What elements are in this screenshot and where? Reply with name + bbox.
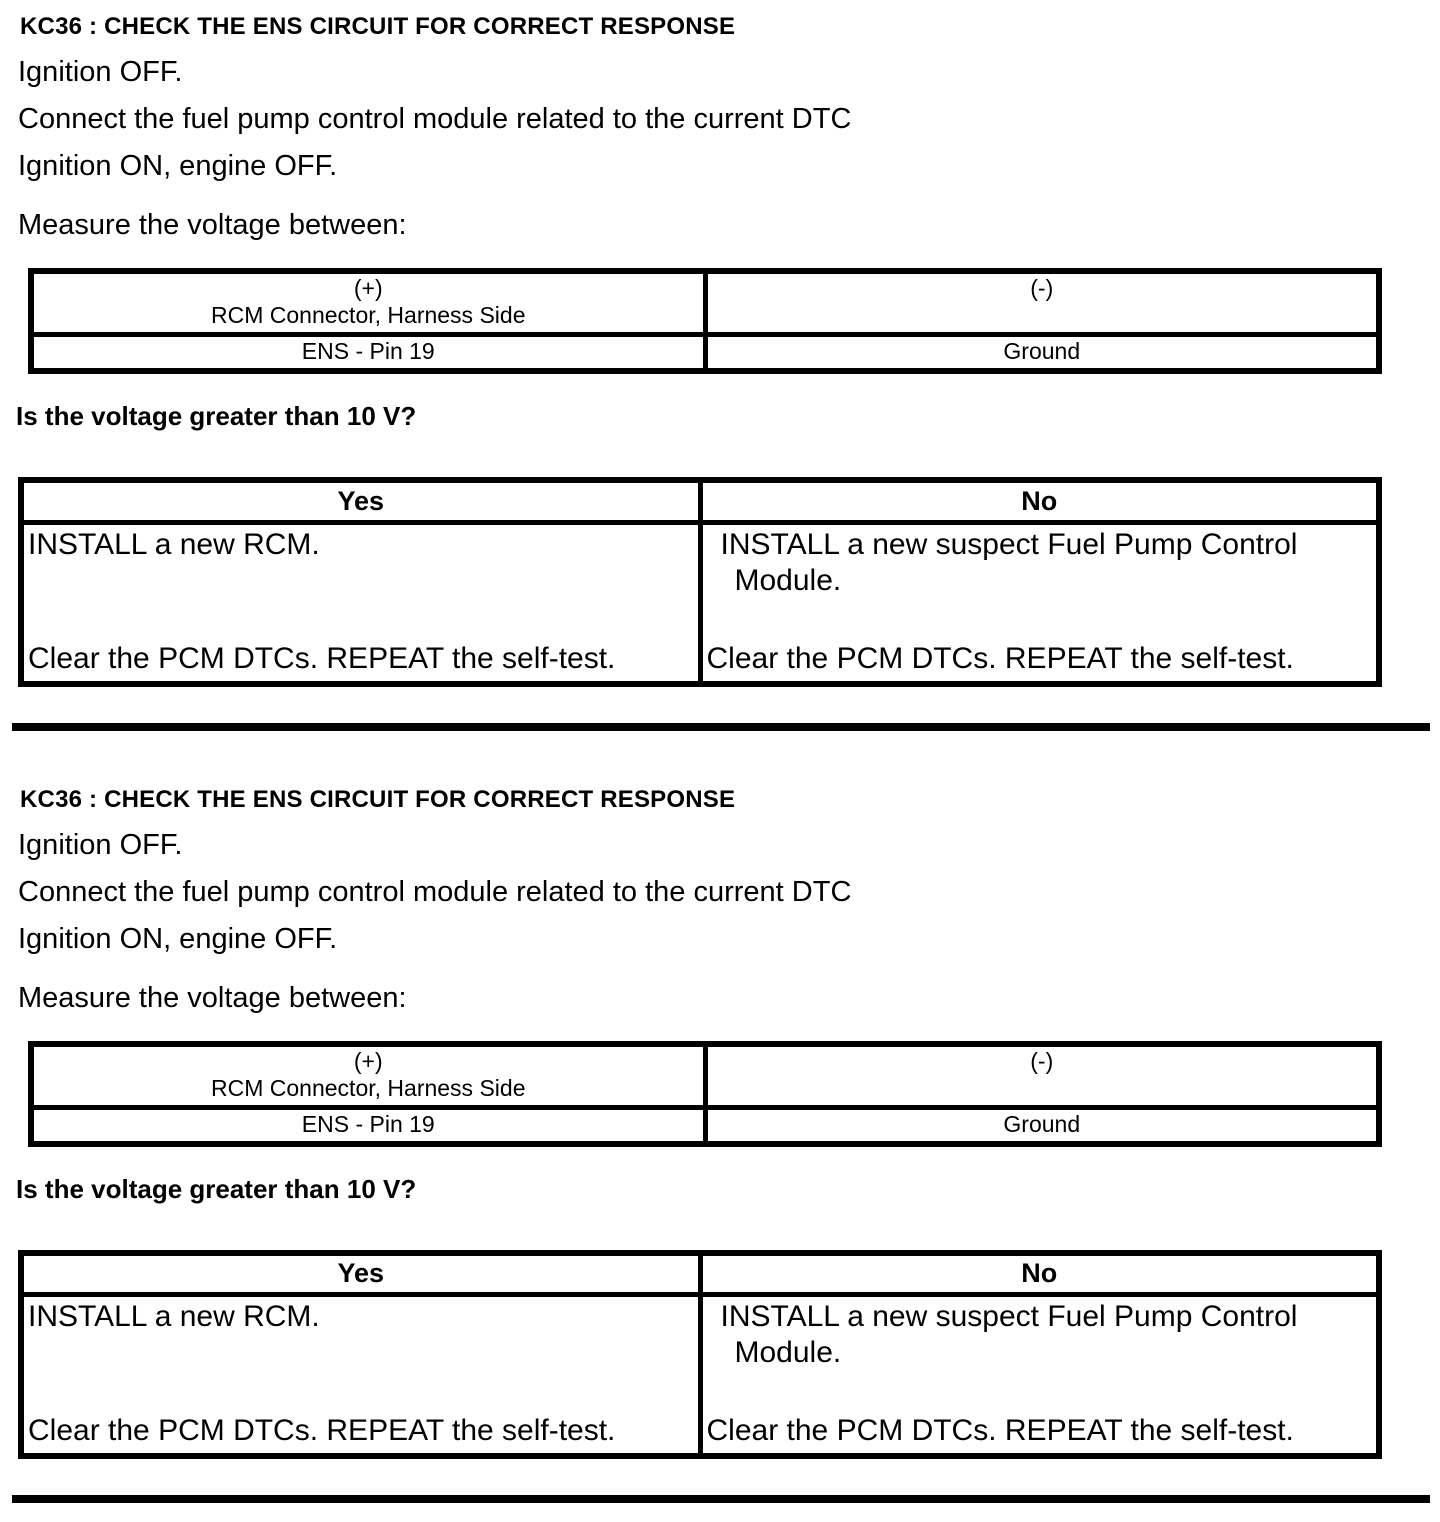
no-header-cell: No	[700, 1253, 1379, 1295]
measure-instruction: Measure the voltage between:	[18, 209, 407, 241]
step-ignition-on: Ignition ON, engine OFF.	[18, 150, 338, 182]
positive-connector-label: RCM Connector, Harness Side	[211, 302, 526, 328]
decision-header-row	[21, 1253, 1379, 1295]
step-ignition-off: Ignition OFF.	[18, 828, 183, 861]
decision-table	[18, 1250, 1382, 1460]
yes-actions-cell	[21, 522, 700, 684]
yes-action-text: INSTALL a new RCM.	[28, 527, 320, 561]
no-followup-text: Clear the PCM DTCs. REPEAT the self-test.	[706, 641, 1294, 675]
negative-symbol: (-)	[1030, 275, 1054, 301]
decision-table	[18, 477, 1382, 687]
measurement-value-row	[31, 335, 1379, 372]
yes-header-cell: Yes	[21, 1253, 700, 1295]
negative-symbol: (-)	[1030, 1047, 1054, 1074]
procedure-title: KC36 : CHECK THE ENS CIRCUIT FOR CORRECT RESPONSE	[20, 785, 736, 813]
voltage-question: Is the voltage greater than 10 V?	[16, 1173, 417, 1204]
negative-header-cell	[705, 1044, 1379, 1108]
yes-header-cell: Yes	[21, 480, 700, 522]
positive-symbol: (+)	[353, 1047, 383, 1074]
measure-instruction: Measure the voltage between:	[18, 981, 407, 1014]
decision-body-row	[21, 522, 1379, 684]
no-action-text: INSTALL a new suspect Fuel Pump Control Module.	[720, 527, 1298, 597]
positive-connector-label: RCM Connector, Harness Side	[211, 1074, 526, 1101]
positive-header-cell	[31, 1044, 705, 1108]
measurement-value-row	[31, 1107, 1379, 1144]
step-ignition-off: Ignition OFF.	[18, 56, 183, 88]
positive-header-cell	[31, 271, 705, 335]
section-divider	[12, 723, 1430, 731]
section-divider	[12, 1495, 1430, 1503]
measurement-table	[28, 1041, 1382, 1147]
step-connect-module: Connect the fuel pump control module related to the current DTC	[18, 103, 852, 135]
ground-cell: Ground	[705, 335, 1379, 372]
ground-cell: Ground	[705, 1107, 1379, 1144]
no-action-text: INSTALL a new suspect Fuel Pump Control Module.	[720, 1300, 1298, 1369]
positive-symbol: (+)	[353, 275, 383, 301]
yes-action-text: INSTALL a new RCM.	[28, 1300, 320, 1333]
yes-actions-cell	[21, 1295, 700, 1457]
yes-followup-text: Clear the PCM DTCs. REPEAT the self-test.	[28, 641, 616, 675]
yes-followup-text: Clear the PCM DTCs. REPEAT the self-test.	[28, 1414, 616, 1447]
measurement-header-row	[31, 271, 1379, 335]
procedure-title: KC36 : CHECK THE ENS CIRCUIT FOR CORRECT RESPONSE	[20, 13, 736, 40]
decision-header-row	[21, 480, 1379, 522]
no-actions-cell	[700, 522, 1379, 684]
measurement-table	[28, 268, 1382, 374]
procedure-section	[0, 0, 1440, 731]
voltage-question: Is the voltage greater than 10 V?	[16, 401, 417, 431]
procedure-section	[0, 731, 1440, 1504]
no-actions-cell	[700, 1295, 1379, 1457]
negative-header-cell	[705, 271, 1379, 335]
positive-pin-cell: ENS - Pin 19	[31, 335, 705, 372]
no-header-cell: No	[700, 480, 1379, 522]
positive-pin-cell: ENS - Pin 19	[31, 1107, 705, 1144]
decision-body-row	[21, 1295, 1379, 1457]
step-connect-module: Connect the fuel pump control module related to the current DTC	[18, 875, 852, 908]
measurement-header-row	[31, 1044, 1379, 1108]
no-followup-text: Clear the PCM DTCs. REPEAT the self-test.	[706, 1414, 1294, 1447]
step-ignition-on: Ignition ON, engine OFF.	[18, 922, 338, 955]
